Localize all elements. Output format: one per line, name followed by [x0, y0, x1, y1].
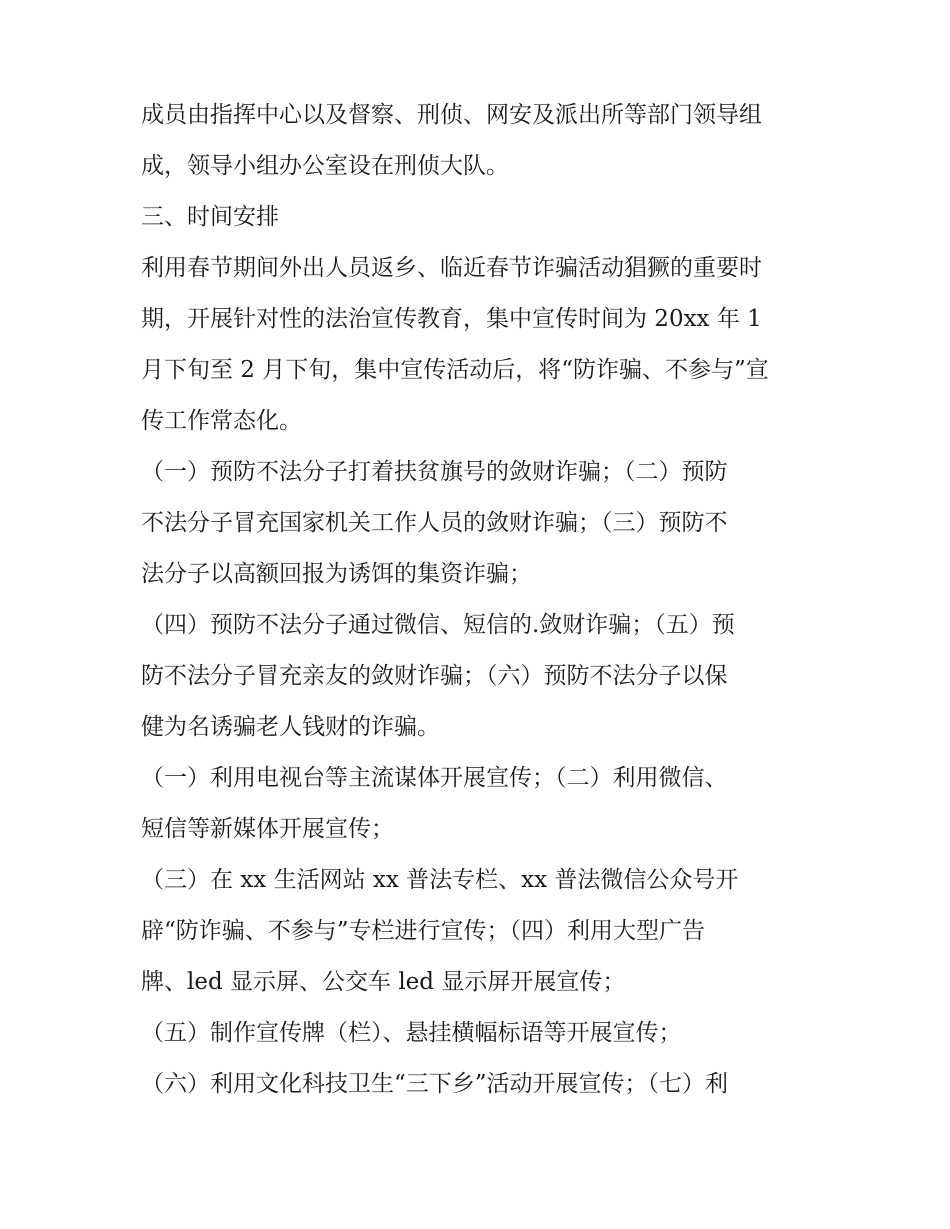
section-heading: 三、时间安排 [141, 204, 279, 230]
text-line: 成员由指挥中心以及督察、刑侦、网安及派出所等部门领导组 [141, 102, 762, 128]
text-line: 辟“防诈骗、不参与”专栏进行宣传；（四）利用大型广告 [141, 918, 706, 944]
text-line: 传工作常态化。 [141, 408, 302, 434]
text-line: （一）利用电视台等主流谋体开展宣传；（二）利用微信、 [141, 765, 728, 791]
text-line: （三）在 xx 生活网站 xx 普法专栏、xx 普法微信公众号开 [141, 867, 739, 893]
text-line: 短信等新媒体开展宣传； [141, 816, 394, 842]
text-line: 期，开展针对性的法治宣传教育，集中宣传时间为 20xx 年 1 [141, 306, 762, 332]
text-line: 成，领导小组办公室设在刑侦大队。 [141, 153, 509, 179]
body-text [141, 103, 821, 1123]
text-line: 防不法分子冒充亲友的敛财诈骗；（六）预防不法分子以保 [141, 663, 728, 689]
text-line: 利用春节期间外出人员返乡、临近春节诈骗活动猖獗的重要时 [141, 255, 762, 281]
text-line: （五）制作宣传牌（栏）、悬挂横幅标语等开展宣传； [141, 1020, 682, 1046]
text-line: （四）预防不法分子通过微信、短信的.敛财诈骗；（五）预 [141, 612, 735, 638]
text-line: 不法分子冒充国家机关工作人员的敛财诈骗；（三）预防不 [141, 510, 728, 536]
text-line: 月下旬至 2 月下旬，集中宣传活动后，将“防诈骗、不参与”宣 [141, 357, 769, 383]
text-line: 法分子以高额回报为诱饵的集资诈骗； [141, 561, 532, 587]
text-line: （六）利用文化科技卫生“三下乡”活动开展宣传；（七）利 [141, 1071, 729, 1097]
text-line: 牌、led 显示屏、公交车 led 显示屏开展宣传； [141, 969, 626, 995]
text-line: 健为名诱骗老人钱财的诈骗。 [141, 714, 440, 740]
text-line: （一）预防不法分子打着扶贫旗号的敛财诈骗；（二）预防 [141, 459, 728, 485]
